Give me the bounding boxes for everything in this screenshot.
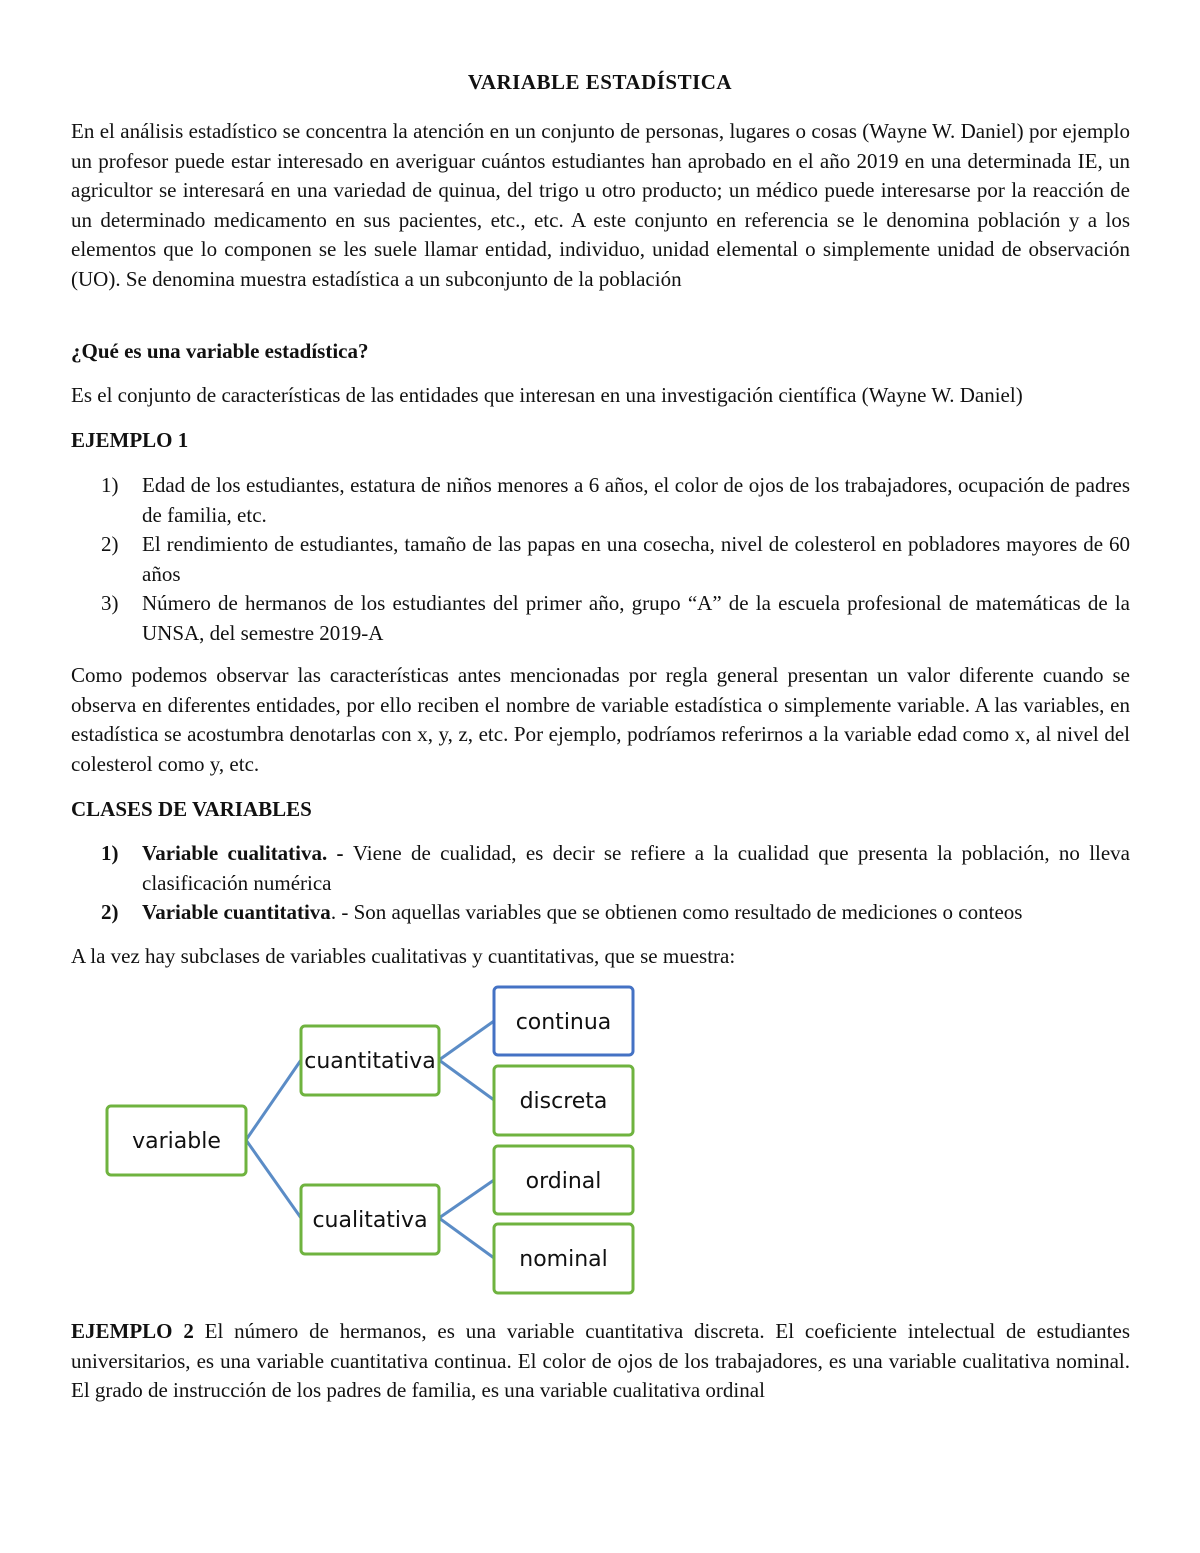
list-number: 2) bbox=[101, 900, 119, 924]
list-item-text: Viene de cualidad, es decir se refiere a la cualidad que presenta la población, no lleva clasificación numérica bbox=[142, 841, 1131, 895]
clases-heading: CLASES DE VARIABLES bbox=[71, 797, 312, 821]
node-variable bbox=[107, 1106, 246, 1175]
node-label: variable bbox=[132, 1129, 221, 1154]
node-ordinal bbox=[494, 1146, 633, 1214]
node-nominal bbox=[494, 1224, 633, 1293]
list-item-text: Son aquellas variables que se obtienen como resultado de mediciones o conteos bbox=[353, 900, 1023, 924]
ejemplo2-paragraph bbox=[71, 1317, 1130, 1406]
node-label: cualitativa bbox=[312, 1208, 428, 1233]
list-number: 1) bbox=[101, 841, 119, 865]
connector-line bbox=[439, 1180, 494, 1218]
list-item-separator: . - bbox=[330, 900, 354, 924]
page-title: VARIABLE ESTADÍSTICA bbox=[467, 70, 733, 94]
connector-line bbox=[439, 1021, 494, 1060]
connector-line bbox=[439, 1218, 494, 1258]
connector-line bbox=[246, 1140, 301, 1218]
intro-paragraph: En el análisis estadístico se concentra la atención en un conjunto de personas, lugares o cosas (Wayne W. Daniel) por ejemplo un profesor puede estar interesado en averiguar cuántos estudiantes han aprobado en el año 2019 en una determinada IE, un agricultor se interesará en una variedad de quinua, del trigo u otro producto; un médico puede interesarse por la reacción de un determinado medicamento en sus pacientes, etc., etc. A este conjunto en referencia se le denomina población y a los elementos que lo componen se les suele llamar entidad, individuo, unidad elemental o simplemente unidad de observación (UO). Se denomina muestra estadística a un subconjunto de la población bbox=[71, 119, 1130, 291]
ejemplo2-text: El número de hermanos, es una variable cuantitativa discreta. El coeficiente intelectual de estudiantes universitarios, es una variable cuantitativa continua. El color de ojos de los trabajadores, es una variable cualitativa nominal. El grado de instrucción de los padres de familia, es una variable cualitativa ordinal bbox=[71, 1319, 1130, 1402]
list-item-separator: . - bbox=[322, 841, 353, 865]
node-label: discreta bbox=[519, 1089, 608, 1114]
node-label: cuantitativa bbox=[304, 1049, 436, 1074]
node-label: nominal bbox=[519, 1247, 608, 1272]
list-number: 3) bbox=[101, 591, 119, 615]
list-item-term: Variable cualitativa bbox=[142, 841, 323, 865]
list-item-text: Número de hermanos de los estudiantes del primer año, grupo “A” de la escuela profesional de matemáticas de la UNSA, del semestre 2019-A bbox=[142, 591, 1130, 645]
connector-line bbox=[246, 1060, 301, 1140]
node-discreta bbox=[494, 1066, 633, 1135]
question-heading: ¿Qué es una variable estadística? bbox=[71, 339, 369, 363]
list-number: 1) bbox=[101, 473, 119, 497]
observation-paragraph: Como podemos observar las características antes mencionadas por regla general presentan un valor diferente cuando se observa en diferentes entidades, por ello reciben el nombre de variable estadística o simplemente variable. A las variables, en estadística se acostumbra denotarlas con x, y, z, etc. Por ejemplo, podríamos referirnos a la variable edad como x, al nivel del colesterol como y, etc. bbox=[71, 663, 1130, 776]
node-cuantitativa bbox=[301, 1026, 439, 1095]
list-number: 2) bbox=[101, 532, 119, 556]
list-item-text: Edad de los estudiantes, estatura de niños menores a 6 años, el color de ojos de los trabajadores, ocupación de padres de familia, etc. bbox=[142, 473, 1130, 527]
list-item-term: Variable cuantitativa bbox=[142, 900, 331, 924]
list-item-text: El rendimiento de estudiantes, tamaño de las papas en una cosecha, nivel de colesterol en pobladores mayores de 60 años bbox=[142, 532, 1130, 586]
connector-line bbox=[439, 1060, 494, 1100]
node-cualitativa bbox=[301, 1185, 439, 1254]
definition-paragraph: Es el conjunto de características de las entidades que interesan en una investigación científica (Wayne W. Daniel) bbox=[71, 383, 1023, 407]
node-label: continua bbox=[515, 1010, 612, 1035]
node-continua bbox=[494, 987, 633, 1055]
subclases-paragraph: A la vez hay subclases de variables cualitativas y cuantitativas, que se muestra: bbox=[71, 944, 736, 968]
ejemplo2-heading: EJEMPLO 2 bbox=[71, 1319, 194, 1343]
ejemplo1-heading: EJEMPLO 1 bbox=[71, 428, 189, 452]
node-label: ordinal bbox=[525, 1169, 602, 1194]
